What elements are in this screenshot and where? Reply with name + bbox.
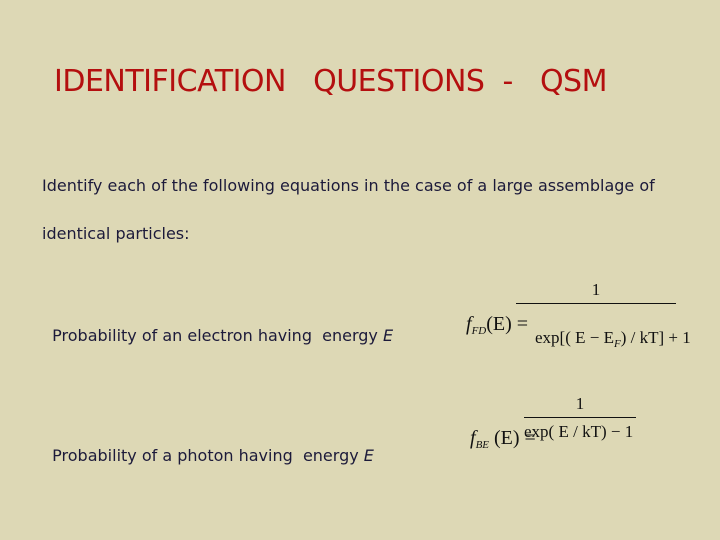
fermi-dirac-equation <box>446 280 691 350</box>
equation-lhs: $f_{FD}(E)$ = <box>466 313 529 337</box>
equation-numerator: 1 <box>591 280 601 299</box>
equation-denominator: exp[( $E - E_F) / kT] + 1$ <box>535 328 691 350</box>
item-label-photon <box>42 427 374 465</box>
equation-denominator: exp( E / kT) − 1 <box>524 422 634 441</box>
item-label-electron <box>42 307 393 345</box>
energy-variable: E <box>363 446 374 465</box>
fraction-bar <box>524 417 636 418</box>
item-label-text: Probability of a photon having energy <box>52 446 364 465</box>
fraction-bar <box>516 303 676 304</box>
slide-title: IDENTIFICATION QUESTIONS - QSM <box>54 64 607 99</box>
equation-numerator: 1 <box>575 394 585 413</box>
bose-einstein-equation <box>450 394 650 450</box>
equation-lhs: $f_{BE}$ (E) = <box>470 427 536 451</box>
energy-variable: E <box>382 326 394 345</box>
intro-text: Identify each of the following equations in the case of a large assemblage of identical particles: <box>42 176 655 243</box>
item-label-text: Probability of an electron having energy <box>52 326 383 345</box>
